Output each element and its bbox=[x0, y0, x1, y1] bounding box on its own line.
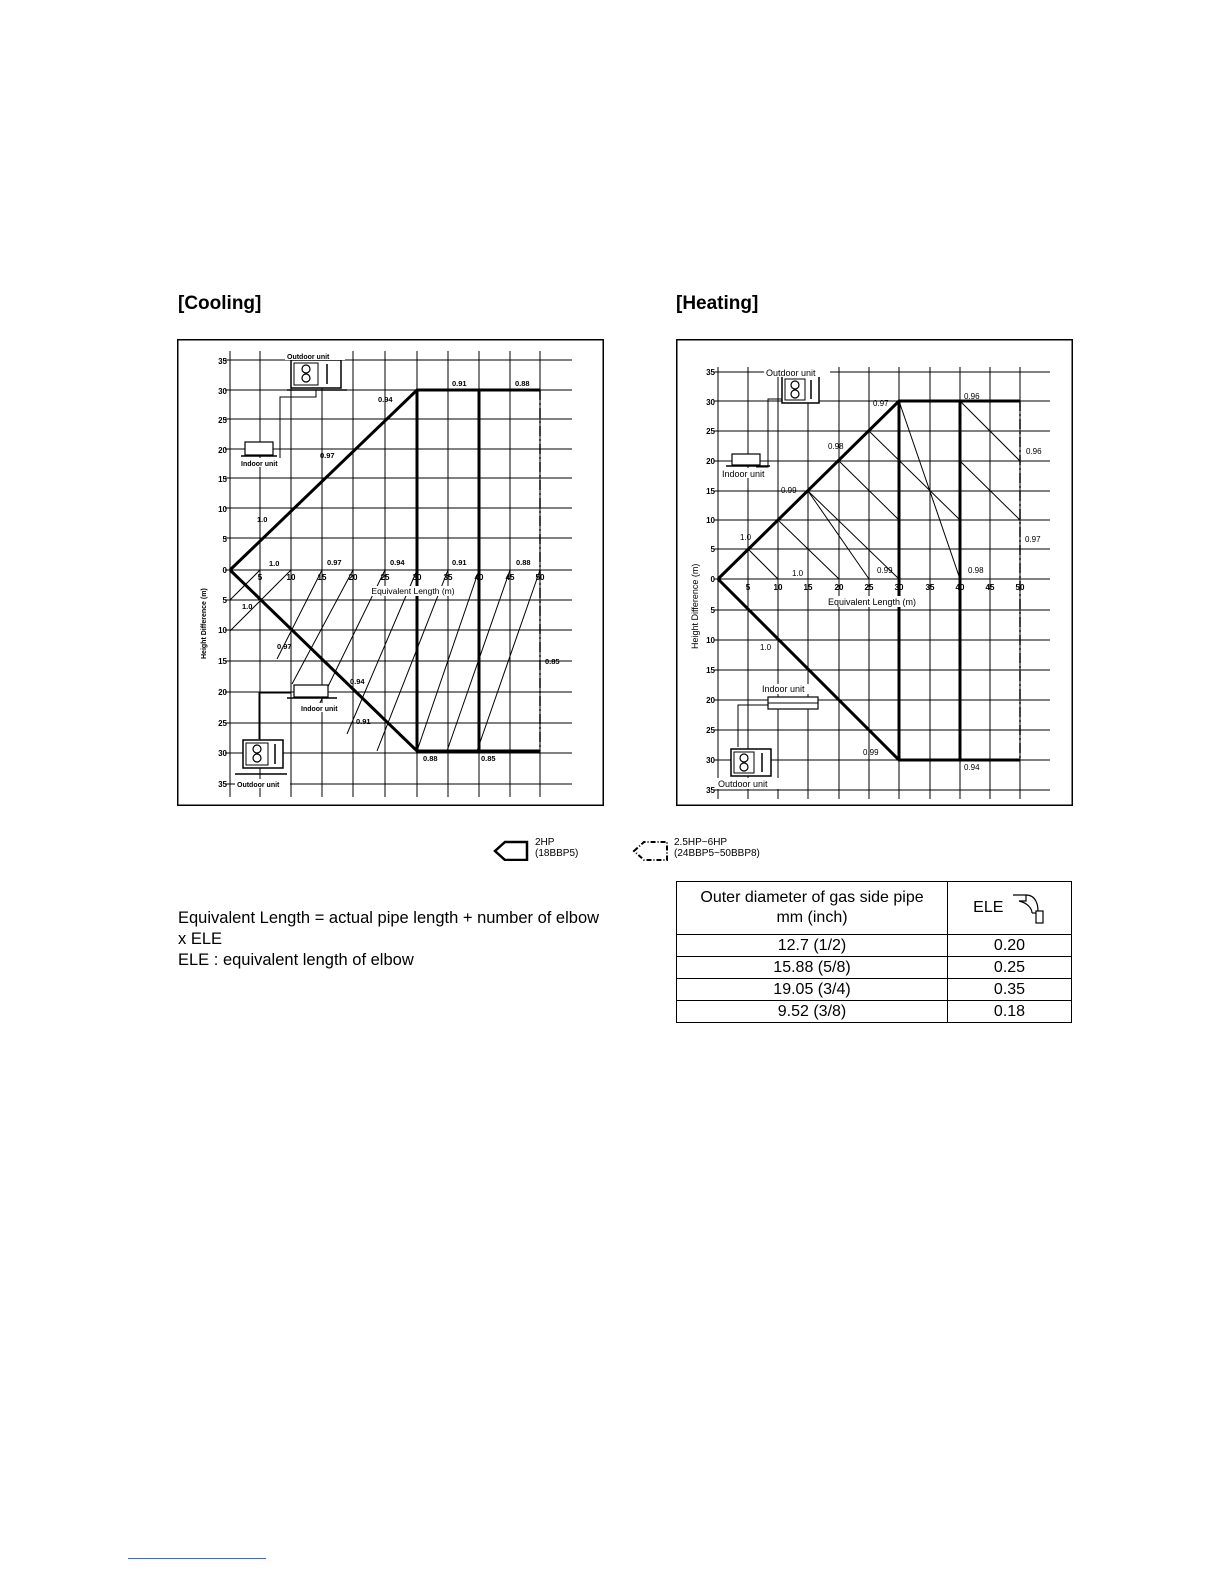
value-label: 0.88 bbox=[423, 754, 438, 763]
cool-xtick: 30 bbox=[412, 573, 422, 582]
cool-ytick: 30 bbox=[218, 749, 227, 758]
heat-ytick: 5 bbox=[710, 545, 715, 554]
heat-outdoor-unit-top-label: Outdoor unit bbox=[766, 368, 816, 378]
cool-ytick: 10 bbox=[218, 626, 227, 635]
legend-a-line1: 2HP bbox=[535, 837, 555, 848]
cool-xtick: 20 bbox=[348, 573, 358, 582]
elbow-icon bbox=[1010, 891, 1046, 925]
cool-xtick: 5 bbox=[257, 573, 263, 582]
value-label: 0.96 bbox=[1026, 447, 1042, 456]
value-label: 0.88 bbox=[515, 379, 530, 388]
value-label: 0.98 bbox=[968, 566, 984, 575]
heat-xtick: 35 bbox=[925, 583, 935, 592]
heat-ytick: 20 bbox=[706, 696, 715, 705]
value-label: 0.97 bbox=[277, 642, 292, 651]
heat-y-axis-label: Height Difference (m) bbox=[690, 563, 700, 649]
table-row: 15.88 (5/8) 0.25 bbox=[677, 957, 1072, 979]
cool-ytick: 0 bbox=[222, 566, 227, 575]
heat-ytick: 0 bbox=[710, 575, 715, 584]
heat-xtick: 50 bbox=[1015, 583, 1025, 592]
cool-ytick: 15 bbox=[218, 475, 227, 484]
cool-ytick: 35 bbox=[218, 780, 227, 789]
value-label: 0.99 bbox=[781, 486, 797, 495]
cool-ytick: 5 bbox=[222, 535, 227, 544]
outdoor-unit-bottom-label: Outdoor unit bbox=[237, 782, 280, 789]
eq-line2: x ELE bbox=[178, 930, 223, 948]
ele-label: ELE bbox=[973, 899, 1004, 916]
table-row: 9.52 (3/8) 0.18 bbox=[677, 1001, 1072, 1023]
value-label: 0.91 bbox=[452, 558, 467, 567]
heat-ytick: 25 bbox=[706, 427, 715, 436]
value-label: 1.0 bbox=[792, 569, 804, 578]
indoor-unit-top bbox=[241, 442, 277, 456]
value-label: 0.97 bbox=[1025, 535, 1041, 544]
cool-xtick: 15 bbox=[317, 573, 327, 582]
heat-xtick: 40 bbox=[955, 583, 965, 592]
heat-ytick: 35 bbox=[706, 786, 715, 795]
value-label: 1.0 bbox=[740, 533, 752, 542]
cool-ytick: 5 bbox=[222, 596, 227, 605]
cool-xtick: 50 bbox=[535, 573, 545, 582]
heat-outdoor-unit-bottom bbox=[731, 749, 771, 776]
heat-xtick: 10 bbox=[773, 583, 783, 592]
solid-arrow-icon bbox=[493, 839, 529, 861]
cool-xtick: 25 bbox=[380, 573, 390, 582]
heating-heading: [Heating] bbox=[676, 293, 759, 314]
heat-ytick: 30 bbox=[706, 398, 715, 407]
heat-ytick: 15 bbox=[706, 487, 715, 496]
cool-xtick: 45 bbox=[505, 573, 515, 582]
heat-ytick: 25 bbox=[706, 726, 715, 735]
cool-ytick: 25 bbox=[218, 416, 227, 425]
cool-ytick: 15 bbox=[218, 657, 227, 666]
header-ele bbox=[948, 882, 1072, 935]
value-label: 0.94 bbox=[964, 763, 980, 772]
header-diameter: Outer diameter of gas side pipe mm (inch) bbox=[677, 882, 948, 935]
heat-ytick: 20 bbox=[706, 457, 715, 466]
cool-x-axis-label: Equivalent Length (m) bbox=[371, 586, 455, 596]
value-label: 0.97 bbox=[873, 399, 889, 408]
heat-xtick: 45 bbox=[985, 583, 995, 592]
value-label: 0.85 bbox=[545, 657, 560, 666]
cooling-chart bbox=[177, 339, 604, 806]
value-label: 0.99 bbox=[877, 566, 893, 575]
value-label: 0.94 bbox=[378, 395, 393, 404]
heat-ytick: 5 bbox=[710, 606, 715, 615]
heat-xtick: 15 bbox=[803, 583, 813, 592]
heat-xtick: 30 bbox=[894, 583, 904, 592]
legend-a-line2: (18BBP5) bbox=[535, 848, 579, 859]
value-label: 0.96 bbox=[964, 392, 980, 401]
cool-ytick: 20 bbox=[218, 688, 227, 697]
heat-ytick: 10 bbox=[706, 516, 715, 525]
value-label: 0.85 bbox=[481, 754, 496, 763]
heat-x-axis-label: Equivalent Length (m) bbox=[827, 597, 917, 607]
table-row: 12.7 (1/2) 0.20 bbox=[677, 935, 1072, 957]
equivalent-length-text bbox=[178, 908, 628, 971]
value-label: 1.0 bbox=[257, 515, 268, 524]
value-label: 0.94 bbox=[390, 558, 405, 567]
cool-xtick: 35 bbox=[443, 573, 453, 582]
heat-xtick: 25 bbox=[864, 583, 874, 592]
heat-indoor-unit-bottom-label: Indoor unit bbox=[762, 684, 805, 694]
value-label: 0.88 bbox=[516, 558, 531, 567]
value-label: 0.91 bbox=[356, 717, 371, 726]
value-label: 1.0 bbox=[269, 559, 280, 568]
cool-xtick: 40 bbox=[474, 573, 484, 582]
eq-line3: ELE : equivalent length of elbow bbox=[178, 951, 414, 969]
legend-b-line1: 2.5HP~6HP bbox=[674, 837, 728, 848]
value-label: 0.97 bbox=[320, 451, 335, 460]
value-label: 0.99 bbox=[863, 748, 879, 757]
heat-ytick: 10 bbox=[706, 636, 715, 645]
table-row: 19.05 (3/4) 0.35 bbox=[677, 979, 1072, 1001]
heat-xtick: 20 bbox=[834, 583, 844, 592]
heat-ytick: 30 bbox=[706, 756, 715, 765]
legend-b-line2: (24BBP5~50BBP8) bbox=[674, 848, 760, 859]
cooling-heading: [Cooling] bbox=[178, 293, 262, 314]
value-label: 0.97 bbox=[327, 558, 342, 567]
heating-chart bbox=[676, 339, 1073, 806]
indoor-unit-bottom-label: Indoor unit bbox=[301, 706, 338, 713]
cool-ytick: 25 bbox=[218, 719, 227, 728]
footer-rule bbox=[128, 1558, 266, 1559]
value-label: 0.94 bbox=[350, 677, 365, 686]
value-label: 1.0 bbox=[760, 643, 772, 652]
value-label: 0.98 bbox=[828, 442, 844, 451]
cool-ytick: 20 bbox=[218, 446, 227, 455]
value-label: 0.91 bbox=[452, 379, 467, 388]
eq-line1: Equivalent Length = actual pipe length + number of elbow bbox=[178, 909, 600, 927]
ele-table bbox=[676, 881, 1072, 1023]
heat-outdoor-unit-bottom-label: Outdoor unit bbox=[718, 779, 768, 789]
heat-ytick: 35 bbox=[706, 368, 715, 377]
outdoor-unit-top-label: Outdoor unit bbox=[287, 354, 330, 361]
cool-ytick: 30 bbox=[218, 387, 227, 396]
indoor-unit-top-label: Indoor unit bbox=[241, 461, 278, 468]
heat-indoor-unit-top-label: Indoor unit bbox=[722, 469, 765, 479]
dashed-arrow-icon bbox=[632, 839, 670, 861]
heat-xtick: 5 bbox=[745, 583, 751, 592]
cool-ytick: 10 bbox=[218, 505, 227, 514]
cool-ytick: 35 bbox=[218, 357, 227, 366]
value-label: 1.0 bbox=[242, 602, 253, 611]
cool-xtick: 10 bbox=[286, 573, 296, 582]
cool-y-axis-label: Height Difference (m) bbox=[201, 588, 208, 659]
heat-ytick: 15 bbox=[706, 666, 715, 675]
